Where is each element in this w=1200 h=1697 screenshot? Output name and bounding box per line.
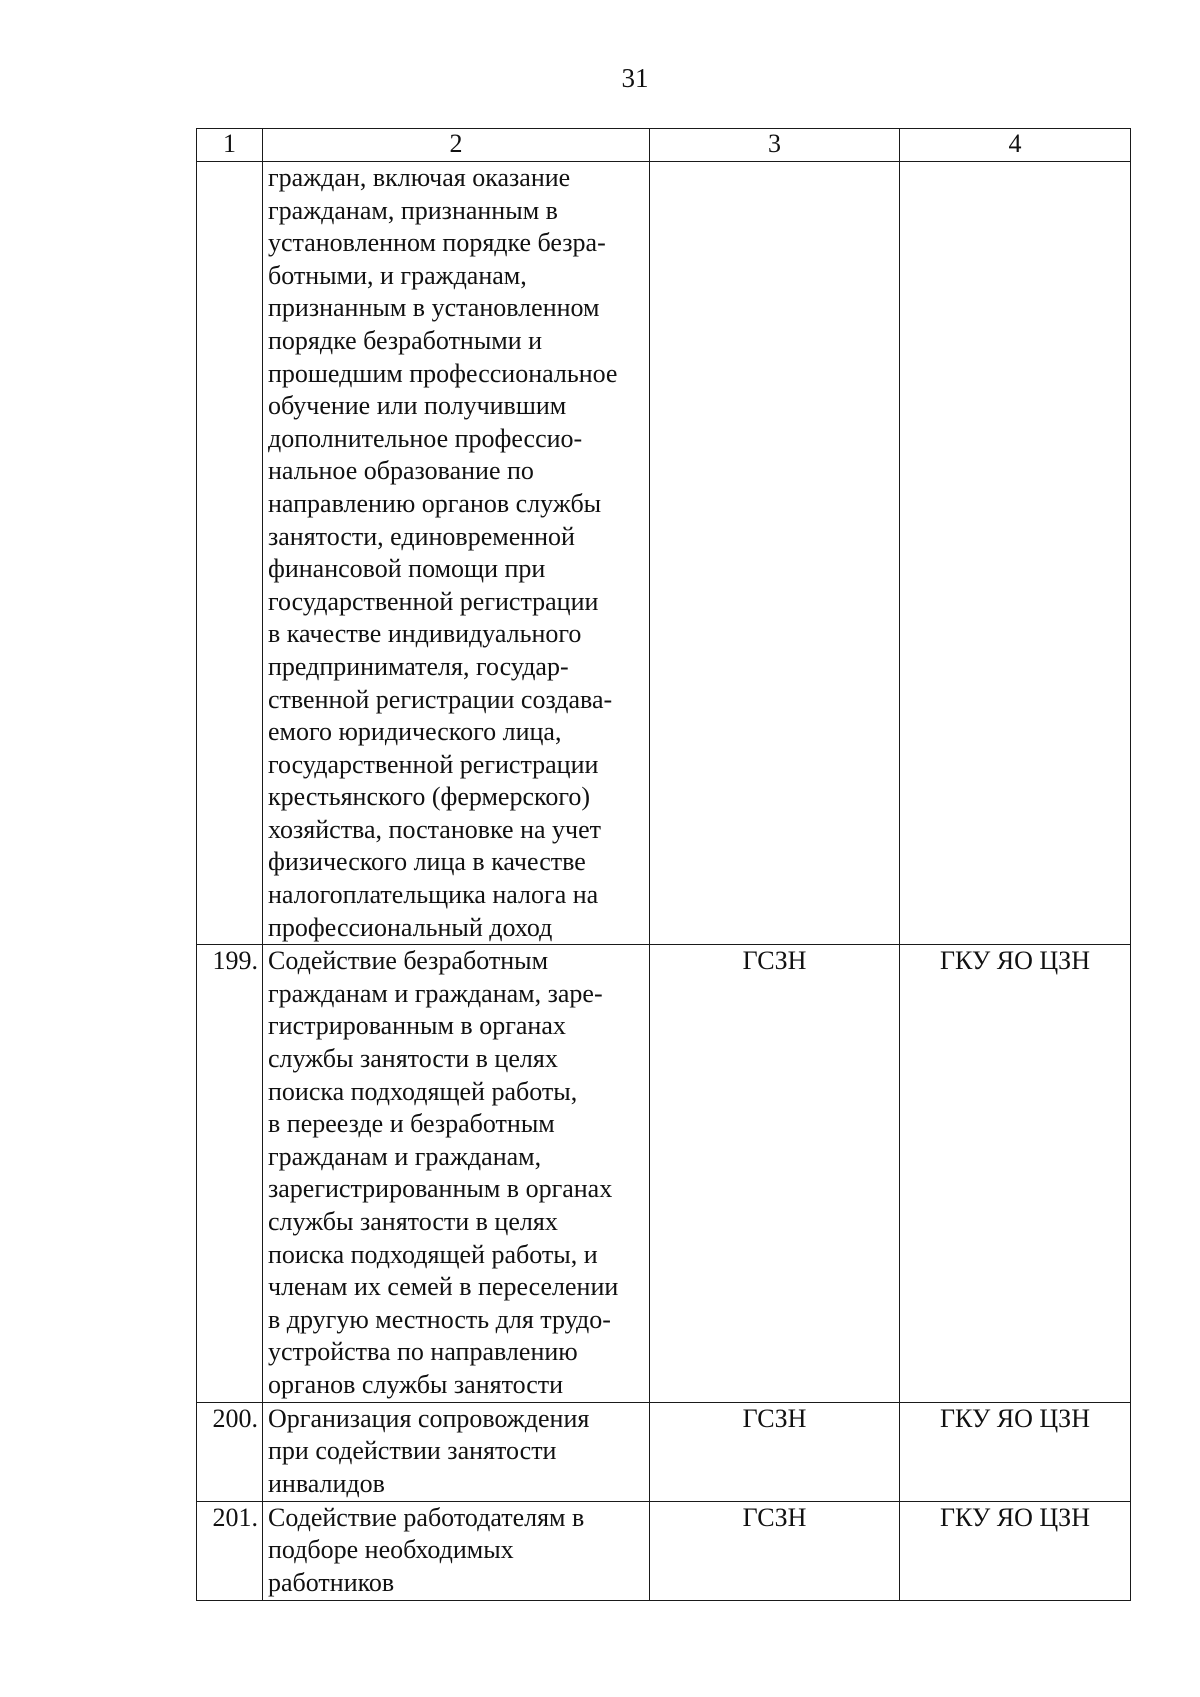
description-line: членам их семей в переселении [268,1272,619,1302]
row-institution: ГКУ ЯО ЦЗН [900,945,1131,1402]
description-line: ботными, и гражданам, [268,260,527,290]
table-row [197,1501,1131,1600]
description-line: хозяйства, постановке на учет [268,814,601,844]
description-line: гражданам, признанным в [268,195,558,225]
description-line: поиска подходящей работы, и [268,1239,598,1269]
services-table [196,128,1131,1601]
row-description [263,162,650,945]
row-description [263,1501,650,1600]
row-number: 200. [197,1402,263,1501]
row-authority: ГСЗН [650,1402,900,1501]
description-line: в качестве индивидуального [268,619,582,649]
row-institution: ГКУ ЯО ЦЗН [900,1501,1131,1600]
description-line: крестьянского (фермерского) [268,782,590,812]
description-line: государственной регистрации [268,586,599,616]
row-institution: ГКУ ЯО ЦЗН [900,1402,1131,1501]
row-number: 201. [197,1501,263,1600]
description-line: направлению органов службы [268,488,602,518]
description-line: финансовой помощи при [268,554,546,584]
description-line: государственной регистрации [268,749,599,779]
row-authority [650,162,900,945]
description-line: в переезде и безработным [268,1109,555,1139]
description-line: поиска подходящей работы, [268,1076,578,1106]
header-col-4: 4 [900,129,1131,162]
description-line: зарегистрированным в органах [268,1174,613,1204]
description-line: подборе необходимых [268,1535,514,1565]
row-description [263,1402,650,1501]
description-line: профессиональный доход [268,912,553,942]
row-number: 199. [197,945,263,1402]
row-number [197,162,263,945]
description-line: физического лица в качестве [268,847,586,877]
description-line: емого юридического лица, [268,717,562,747]
description-line: службы занятости в целях [268,1044,558,1074]
description-line: признанным в установленном [268,293,600,323]
description-line: гражданам и гражданам, заре- [268,978,603,1008]
row-description [263,945,650,1402]
description-line: налогоплательщика налога на [268,880,599,910]
description-line: гистрированным в органах [268,1011,566,1041]
page-number: 31 [621,63,649,93]
row-authority: ГСЗН [650,945,900,1402]
description-line: Содействие безработным [268,946,549,976]
row-institution [900,162,1131,945]
description-line: обучение или получившим [268,391,567,421]
description-line: гражданам и гражданам, [268,1141,542,1171]
description-line: прошедшим профессиональное [268,358,618,388]
header-col-3: 3 [650,129,900,162]
header-col-2: 2 [263,129,650,162]
description-line: занятости, единовременной [268,521,575,551]
table-row [197,162,1131,945]
description-line: работников [268,1567,395,1597]
description-line: в другую местность для трудо- [268,1304,611,1334]
description-line: устройства по направлению [268,1337,578,1367]
description-line: органов службы занятости [268,1369,564,1399]
description-line: порядке безработными и [268,325,543,355]
header-col-1: 1 [197,129,263,162]
table-header-row [197,129,1131,162]
description-line: граждан, включая оказание [268,163,571,192]
description-line: ственной регистрации создава- [268,684,613,714]
description-line: нальное образование по [268,456,534,486]
description-line: Организация сопровождения [268,1403,590,1433]
table-row [197,945,1131,1402]
description-line: службы занятости в целях [268,1207,558,1236]
table-row [197,1402,1131,1501]
description-line: инвалидов [268,1468,385,1498]
description-line: установленном порядке безра- [268,228,606,258]
description-line: Содействие работодателям в [268,1502,585,1532]
description-line: дополнительное профессио- [268,423,583,453]
description-line: предпринимателя, государ- [268,651,569,681]
description-line: при содействии занятости [268,1436,557,1466]
row-authority: ГСЗН [650,1501,900,1600]
